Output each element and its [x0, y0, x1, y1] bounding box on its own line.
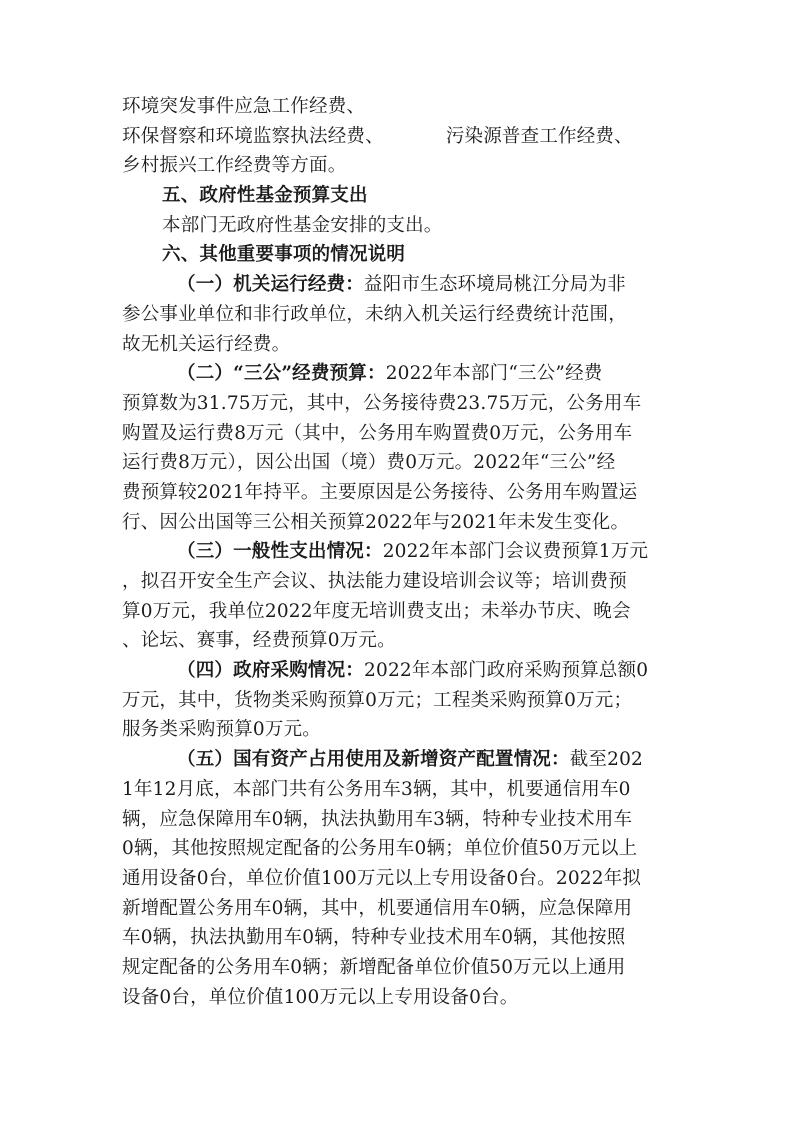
subsection-line: （一）机关运行经费：益阳市生态环境局桃江分局为非	[177, 274, 626, 296]
subsection-heading: （五）国有资产占用使用及新增资产配置情况：	[177, 749, 570, 771]
text-line: 预算数为31.75万元，其中，公务接待费23.75万元，公务用车	[122, 392, 642, 414]
text-line: 新增配置公务用车0辆，其中，机要通信用车0辆，应急保障用	[122, 897, 633, 919]
text-line: 参公事业单位和非行政单位，未纳入机关运行经费统计范围，	[122, 303, 627, 325]
text-line: 车0辆，执法执勤用车0辆，特种专业技术用车0辆，其他按照	[122, 927, 626, 949]
subsection-heading: （二）“三公”经费预算：	[177, 363, 386, 385]
section-heading: 六、其他重要事项的情况说明	[162, 244, 406, 266]
subsection-line: （三）一般性支出情况：2022年本部门会议费预算1万元	[177, 541, 649, 563]
text-line: 1年12月底，本部门共有公务用车3辆，其中，机要通信用车0	[122, 778, 631, 800]
subsection-line: （五）国有资产占用使用及新增资产配置情况：截至202	[177, 749, 644, 771]
text-line: 设备0台，单位价值100万元以上专用设备0台。	[122, 986, 519, 1008]
text-line: ，拟召开安全生产会议、执法能力建设培训会议等；培训费预	[122, 571, 627, 592]
subsection-heading: （一）机关运行经费：	[177, 274, 365, 296]
text-line: 费预算较2021年持平。主要原因是公务接待、公务用车购置运	[122, 481, 638, 503]
section-heading: 五、政府性基金预算支出	[162, 185, 368, 207]
subsection-line: （二）“三公”经费预算：2022年本部门“三公”经费	[177, 363, 603, 385]
text-line: 辆，应急保障用车0辆，执法执勤用车3辆，特种专业技术用车	[122, 808, 633, 830]
text-line: 故无机关运行经费。	[122, 333, 291, 355]
text-line: 乡村振兴工作经费等方面。	[122, 155, 347, 177]
text-line: 环境突发事件应急工作经费、	[122, 96, 366, 117]
text-line: 规定配备的公务用车0辆；新增配备单位价值50万元以上通用	[122, 956, 626, 978]
text-line: 购置及运行费8万元（其中，公务用车购置费0万元，公务用车	[122, 422, 633, 444]
text-line: 通用设备0台，单位价值100万元以上专用设备0台。2022年拟	[122, 867, 642, 889]
subsection-heading: （三）一般性支出情况：	[177, 541, 383, 563]
document-body	[122, 92, 712, 1012]
text-line: 运行费8万元），因公出国（境）费0万元。2022年“三公”经	[122, 452, 616, 474]
subsection-line: （四）政府采购情况：2022年本部门政府采购预算总额0	[177, 660, 649, 682]
text-line: 、论坛、赛事，经费预算0万元。	[122, 630, 396, 652]
text-line: 本部门无政府性基金安排的支出。	[162, 214, 443, 236]
text-line: 行、因公出国等三公相关预算2022年与2021年未发生变化。	[122, 511, 630, 533]
text-line: 万元，其中，货物类采购预算0万元；工程类采购预算0万元；	[122, 689, 633, 711]
text-line: 0辆，其他按照规定配备的公务用车0辆；单位价值50万元以上	[122, 838, 638, 860]
text-line: 服务类采购预算0万元。	[122, 719, 321, 741]
text-line: 环保督察和环境监察执法经费、 污染源普查工作经费、	[122, 125, 633, 147]
text-line: 算0万元，我单位2022年度无培训费支出；未举办节庆、晚会	[122, 600, 631, 622]
subsection-heading: （四）政府采购情况：	[177, 660, 365, 682]
